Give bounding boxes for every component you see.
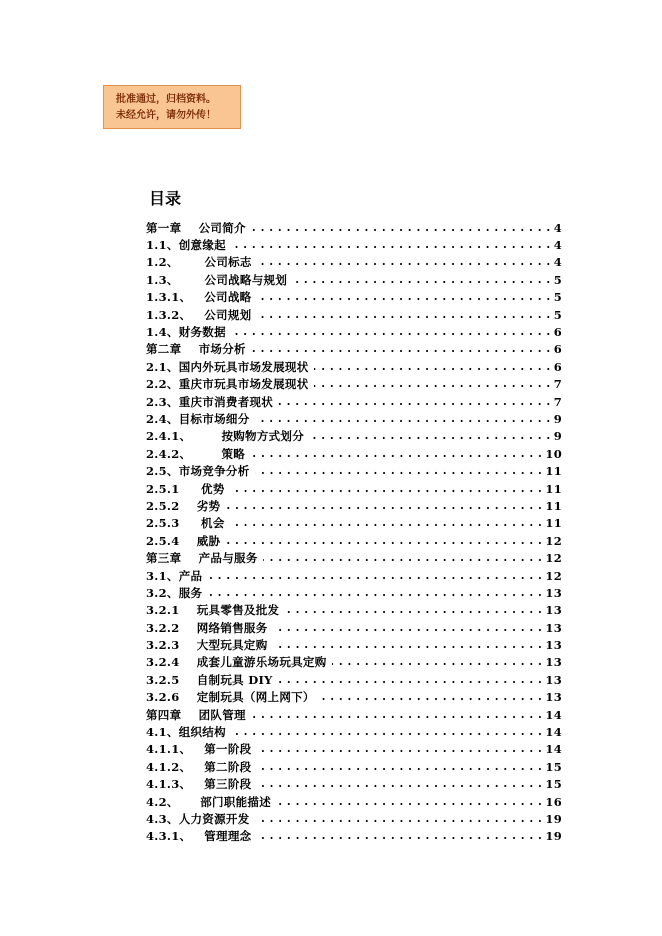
toc-entry-page: 15	[545, 777, 562, 792]
toc-entry[interactable]	[146, 689, 562, 706]
toc-entry[interactable]	[146, 341, 562, 358]
toc-entry-page: 5	[553, 272, 562, 287]
toc-dot-leader	[256, 777, 542, 791]
toc-entry[interactable]	[146, 602, 562, 619]
toc-entry[interactable]	[146, 671, 562, 688]
toc-entry-label: 4.3.1、 管理理念	[146, 829, 252, 844]
toc-dot-leader	[292, 273, 551, 287]
toc-entry-page: 5	[553, 290, 562, 305]
toc-entry-page: 13	[545, 655, 562, 670]
toc-entry-page: 13	[545, 672, 562, 687]
toc-dot-leader	[278, 673, 543, 687]
toc-dot-leader	[207, 586, 542, 600]
toc-dot-leader	[230, 516, 543, 530]
toc-entry-page: 14	[545, 725, 562, 740]
toc-entry[interactable]	[146, 219, 562, 236]
toc-entry[interactable]	[146, 376, 562, 393]
toc-dot-leader	[225, 499, 542, 513]
toc-entry-page: 13	[545, 690, 562, 705]
toc-entry[interactable]	[146, 428, 562, 445]
toc-entry-label: 1.3.1、 公司战略	[146, 290, 252, 305]
toc-entry-page: 13	[545, 585, 562, 600]
toc-entry-page: 10	[545, 446, 562, 461]
toc-entry-label: 1.3.2、 公司规划	[146, 307, 252, 322]
toc-entry-page: 19	[545, 829, 562, 844]
toc-entry-page: 14	[545, 707, 562, 722]
toc-entry-page: 11	[545, 481, 562, 496]
toc-entry[interactable]	[146, 236, 562, 253]
toc-dot-leader	[256, 742, 542, 756]
toc-dot-leader	[255, 464, 543, 478]
toc-dot-leader	[250, 447, 542, 461]
toc-entry[interactable]	[146, 532, 562, 549]
toc-entry-label: 3.2.3 大型玩具定购	[146, 638, 268, 653]
toc-entry-page: 16	[545, 794, 562, 809]
toc-dot-leader	[256, 290, 550, 304]
toc-entry-page: 6	[553, 342, 562, 357]
toc-dot-leader	[251, 342, 551, 356]
toc-entry-label: 2.2、重庆市玩具市场发展现状	[146, 377, 309, 392]
toc-dot-leader	[273, 638, 543, 652]
toc-entry-label: 4.1.2、 第二阶段	[146, 759, 252, 774]
toc-entry-label: 2.3、重庆市消费者现状	[146, 394, 274, 409]
toc-entry-label: 4.3、人力资源开发	[146, 811, 250, 826]
toc-entry-label: 2.5.2 劣势	[146, 498, 221, 513]
toc-dot-leader	[231, 725, 542, 739]
toc-entry-page: 12	[545, 533, 562, 548]
toc-entry[interactable]	[146, 358, 562, 375]
toc-entry-label: 第二章 市场分析	[146, 342, 246, 357]
toc-dot-leader	[278, 395, 551, 409]
toc-entry-label: 3.2.1 玩具零售及批发	[146, 603, 280, 618]
toc-entry-page: 14	[545, 742, 562, 757]
toc-dot-leader	[263, 551, 543, 565]
toc-entry-label: 1.4、财务数据	[146, 325, 226, 340]
toc-entry-page: 7	[553, 394, 562, 409]
toc-dot-leader	[273, 621, 543, 635]
toc-entry-page: 13	[545, 638, 562, 653]
toc-entry[interactable]	[146, 306, 562, 323]
toc-entry[interactable]	[146, 549, 562, 566]
toc-entry[interactable]	[146, 445, 562, 462]
toc-entry[interactable]	[146, 462, 562, 479]
toc-dot-leader	[309, 429, 551, 443]
toc-entry[interactable]	[146, 480, 562, 497]
toc-entry-page: 7	[553, 377, 562, 392]
toc-entry-page: 9	[553, 411, 562, 426]
toc-entry[interactable]	[146, 741, 562, 758]
toc-entry-label: 3.2.6 定制玩具（网上网下）	[146, 690, 315, 705]
toc-entry-label: 2.5、市场竞争分析	[146, 464, 250, 479]
toc-dot-leader	[284, 603, 542, 617]
toc-entry-page: 13	[545, 603, 562, 618]
toc-dot-leader	[255, 812, 543, 826]
toc-entry-page: 4	[553, 220, 562, 235]
toc-entry[interactable]	[146, 793, 562, 810]
toc-dot-leader	[251, 708, 543, 722]
toc-entry-label: 3.2.2 网络销售服务	[146, 620, 268, 635]
toc-entry-page: 11	[545, 498, 562, 513]
toc-entry[interactable]	[146, 758, 562, 775]
toc-entry[interactable]	[146, 810, 562, 827]
toc-entry-label: 2.1、国内外玩具市场发展现状	[146, 359, 309, 374]
table-of-contents	[146, 219, 562, 845]
toc-entry[interactable]	[146, 636, 562, 653]
toc-entry[interactable]	[146, 723, 562, 740]
toc-dot-leader	[251, 221, 551, 235]
toc-entry-label: 4.2、 部门职能描述	[146, 794, 272, 809]
toc-entry[interactable]	[146, 254, 562, 271]
toc-dot-leader	[256, 829, 542, 843]
toc-dot-leader	[231, 238, 551, 252]
toc-entry-label: 4.1.3、 第三阶段	[146, 777, 252, 792]
toc-entry-page: 4	[553, 255, 562, 270]
toc-entry-label: 1.1、创意缘起	[146, 238, 226, 253]
toc-entry-page: 15	[545, 759, 562, 774]
toc-entry[interactable]	[146, 497, 562, 514]
toc-dot-leader	[332, 655, 543, 669]
toc-entry[interactable]	[146, 271, 562, 288]
toc-entry-page: 11	[545, 516, 562, 531]
toc-entry-page: 13	[545, 620, 562, 635]
toc-entry[interactable]	[146, 584, 562, 601]
toc-entry[interactable]	[146, 515, 562, 532]
toc-entry-page: 9	[553, 429, 562, 444]
toc-dot-leader	[256, 760, 542, 774]
toc-dot-leader	[320, 690, 543, 704]
toc-entry-page: 12	[545, 551, 562, 566]
toc-dot-leader	[255, 412, 551, 426]
toc-dot-leader	[225, 534, 542, 548]
toc-entry-label: 第一章 公司简介	[146, 220, 246, 235]
toc-dot-leader	[314, 377, 551, 391]
toc-dot-leader	[230, 482, 543, 496]
toc-entry-page: 12	[545, 568, 562, 583]
toc-entry[interactable]	[146, 410, 562, 427]
toc-entry-label: 3.1、产品	[146, 568, 203, 583]
toc-entry-label: 3.2.4 成套儿童游乐场玩具定购	[146, 655, 327, 670]
toc-entry[interactable]	[146, 567, 562, 584]
toc-entry-label: 3.2.5 自制玩具 DIY	[146, 672, 273, 687]
toc-entry-label: 4.1、组织结构	[146, 725, 226, 740]
toc-entry-label: 2.4、目标市场细分	[146, 411, 250, 426]
toc-dot-leader	[276, 795, 542, 809]
toc-entry-page: 6	[553, 359, 562, 374]
toc-entry-label: 第三章 产品与服务	[146, 551, 258, 566]
toc-entry-label: 1.2、 公司标志	[146, 255, 252, 270]
toc-entry-label: 2.4.2、 策略	[146, 446, 246, 461]
toc-entry[interactable]	[146, 654, 562, 671]
toc-dot-leader	[231, 325, 551, 339]
stamp-line-2: 未经允许，请勿外传！	[116, 110, 216, 121]
toc-entry-label: 3.2、服务	[146, 585, 203, 600]
stamp-line-1: 批准通过，归档资料。	[116, 94, 216, 105]
toc-entry-label: 2.4.1、 按购物方式划分	[146, 429, 305, 444]
toc-entry-label: 1.3、 公司战略与规划	[146, 272, 288, 287]
approval-stamp	[103, 85, 241, 129]
toc-entry-page: 5	[553, 307, 562, 322]
toc-dot-leader	[257, 255, 551, 269]
toc-dot-leader	[256, 308, 550, 322]
toc-entry[interactable]	[146, 828, 562, 845]
toc-entry[interactable]	[146, 289, 562, 306]
toc-entry-page: 11	[545, 464, 562, 479]
toc-entry-page: 19	[545, 811, 562, 826]
toc-entry-label: 第四章 团队管理	[146, 707, 246, 722]
toc-entry-label: 4.1.1、 第一阶段	[146, 742, 252, 757]
toc-entry[interactable]	[146, 776, 562, 793]
toc-entry-label: 2.5.1 优势	[146, 481, 225, 496]
toc-entry[interactable]	[146, 393, 562, 410]
toc-entry-label: 2.5.4 威胁	[146, 533, 221, 548]
toc-dot-leader	[207, 569, 542, 583]
toc-entry-page: 6	[553, 325, 562, 340]
toc-title: 目录	[149, 189, 182, 208]
toc-dot-leader	[314, 360, 551, 374]
toc-entry-page: 4	[553, 238, 562, 253]
toc-entry[interactable]	[146, 323, 562, 340]
toc-entry-label: 2.5.3 机会	[146, 516, 225, 531]
toc-entry[interactable]	[146, 619, 562, 636]
toc-entry[interactable]	[146, 706, 562, 723]
